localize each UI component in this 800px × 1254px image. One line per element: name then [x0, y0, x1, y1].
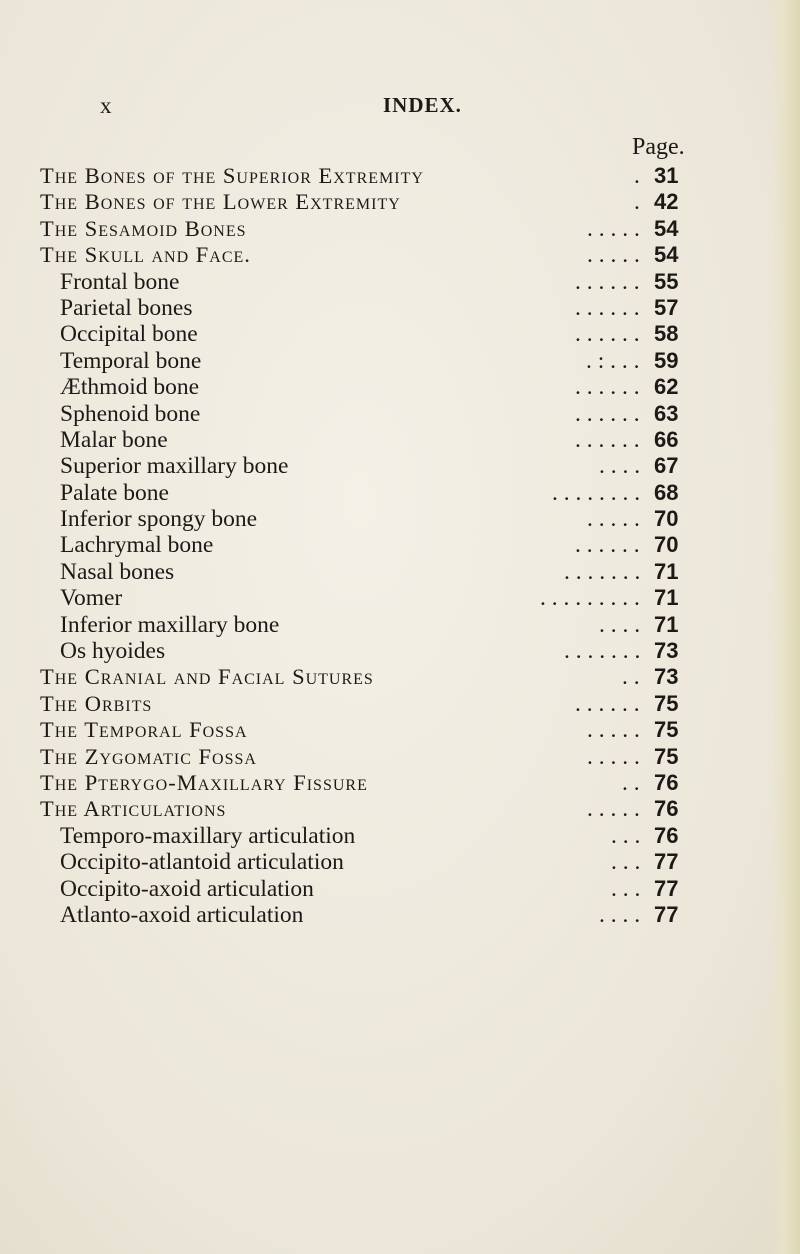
- dot-leader: . : . . .: [586, 347, 640, 374]
- index-entry-page-number: 59: [654, 347, 679, 373]
- dot-leader: . . . .: [599, 453, 641, 480]
- dot-leader: . . . . .: [587, 242, 640, 269]
- dot-leader: . . .: [611, 875, 641, 902]
- dot-leader: . . . . .: [587, 506, 640, 533]
- dot-leader: . . . . . .: [575, 321, 640, 348]
- index-entry: [0, 216, 800, 242]
- index-entry-label: Palate bone: [60, 479, 169, 506]
- page-folio: x: [100, 93, 113, 118]
- index-entry-label: Vomer: [60, 585, 123, 612]
- index-entry: [0, 269, 800, 295]
- index-entry-label: Frontal bone: [60, 268, 180, 295]
- index-entry: [0, 321, 800, 347]
- index-entry-page-number: 62: [654, 374, 679, 400]
- dot-leader: . . .: [611, 822, 641, 849]
- dot-leader: . . . . . . .: [564, 558, 641, 585]
- index-entry-label: Occipital bone: [60, 321, 198, 348]
- page-column-label: Page.: [632, 134, 685, 160]
- index-entry-page-number: 77: [654, 901, 679, 927]
- index-entry: [0, 506, 800, 532]
- index-entry-label: Occipito-axoid articulation: [60, 875, 314, 902]
- dot-leader: . . . . . . .: [564, 638, 641, 665]
- dot-leader: . . . . . .: [575, 400, 640, 427]
- index-entry-label: The Pterygo-Maxillary Fissure: [40, 769, 368, 795]
- index-entry: [0, 849, 800, 875]
- index-entry-label: The Temporal Fossa: [40, 717, 248, 743]
- index-entry-page-number: 66: [654, 426, 679, 452]
- index-entry-label: Inferior maxillary bone: [60, 611, 280, 638]
- running-head: [0, 93, 800, 123]
- index-entry-label: The Orbits: [40, 690, 153, 716]
- dot-leader: . . . . . . . .: [552, 479, 641, 506]
- index-entry: [0, 744, 800, 770]
- dot-leader: . . . .: [599, 611, 641, 638]
- index-entry-page-number: 75: [654, 690, 679, 716]
- index-entry-page-number: 76: [654, 822, 679, 848]
- index-entry: [0, 295, 800, 321]
- index-entry-label: The Skull and Face.: [40, 242, 251, 268]
- index-entry-label: Os hyoides: [60, 638, 166, 665]
- index-entry-label: Temporo-maxillary articulation: [60, 822, 356, 849]
- index-entry: [0, 638, 800, 664]
- index-entry-page-number: 73: [654, 638, 679, 664]
- index-entry-page-number: 58: [654, 321, 679, 347]
- index-entry: [0, 585, 800, 611]
- index-entry-page-number: 71: [654, 611, 679, 637]
- index-entry: [0, 480, 800, 506]
- index-entry-label: Occipito-atlantoid articulation: [60, 849, 344, 876]
- index-entry-label: The Cranial and Facial Sutures: [40, 664, 374, 690]
- index-entry-page-number: 76: [654, 769, 679, 795]
- index-entry-list: [0, 163, 800, 928]
- index-entry: [0, 163, 800, 189]
- index-entry: [0, 717, 800, 743]
- index-entry-page-number: 31: [654, 163, 679, 188]
- dot-leader: . . . .: [599, 901, 641, 928]
- dot-leader: . . . . .: [587, 743, 640, 770]
- index-entry-page-number: 70: [654, 532, 679, 558]
- index-entry-label: Æthmoid bone: [60, 374, 200, 401]
- index-entry-page-number: 57: [654, 294, 679, 320]
- dot-leader: . . . . . .: [575, 532, 640, 559]
- dot-leader: . . . . .: [587, 717, 640, 744]
- index-entry-page-number: 76: [654, 796, 679, 822]
- index-entry-label: Parietal bones: [60, 294, 193, 321]
- index-entry-page-number: 63: [654, 400, 679, 426]
- index-entry: [0, 823, 800, 849]
- dot-leader: . . . . .: [587, 796, 640, 823]
- dot-leader: . . . . .: [587, 215, 640, 242]
- index-entry: [0, 374, 800, 400]
- index-entry-label: The Bones of the Lower Extremity: [40, 189, 401, 215]
- index-entry-page-number: 54: [654, 215, 679, 241]
- index-entry-page-number: 71: [654, 585, 679, 611]
- index-entry: [0, 664, 800, 690]
- dot-leader: . . . . . .: [575, 268, 640, 295]
- dot-leader: .: [634, 163, 640, 189]
- running-head-title: INDEX.: [383, 93, 462, 117]
- index-entry-page-number: 77: [654, 875, 679, 901]
- dot-leader: . . . . . .: [575, 294, 640, 321]
- index-entry-page-number: 70: [654, 506, 679, 532]
- index-entry-label: Atlanto-axoid articulation: [60, 901, 304, 928]
- index-entry: [0, 427, 800, 453]
- index-entry: [0, 796, 800, 822]
- index-entry: [0, 612, 800, 638]
- dot-leader: . .: [622, 664, 640, 691]
- index-entry-label: Inferior spongy bone: [60, 506, 258, 533]
- index-entry: [0, 401, 800, 427]
- index-entry-page-number: 77: [654, 849, 679, 875]
- index-entry-label: The Zygomatic Fossa: [40, 743, 257, 769]
- index-entry-page-number: 73: [654, 664, 679, 690]
- index-entry-label: Nasal bones: [60, 558, 175, 585]
- index-entry-label: Lachrymal bone: [60, 532, 214, 559]
- index-entry-label: Malar bone: [60, 426, 168, 453]
- dot-leader: . . . . . .: [575, 426, 640, 453]
- index-entry: [0, 189, 800, 215]
- index-entry-label: Superior maxillary bone: [60, 453, 289, 480]
- index-entry: [0, 902, 800, 928]
- index-entry: [0, 348, 800, 374]
- index-entry-page-number: 55: [654, 268, 679, 294]
- index-entry-page-number: 75: [654, 743, 679, 769]
- index-entry: [0, 453, 800, 479]
- index-entry-page-number: 67: [654, 453, 679, 479]
- index-entry: [0, 532, 800, 558]
- dot-leader: . . .: [611, 849, 641, 876]
- index-entry-page-number: 71: [654, 558, 679, 584]
- index-entry-page-number: 42: [654, 189, 679, 215]
- dot-leader: . . . . . .: [575, 374, 640, 401]
- index-entry: [0, 691, 800, 717]
- index-entry-page-number: 54: [654, 242, 679, 268]
- index-entry-label: The Bones of the Superior Extremity: [40, 163, 424, 188]
- dot-leader: . . . . . .: [575, 690, 640, 717]
- index-entry-label: The Sesamoid Bones: [40, 215, 247, 241]
- index-entry-label: The Articulations: [40, 796, 227, 822]
- dot-leader: .: [634, 189, 640, 216]
- dot-leader: . .: [622, 769, 640, 796]
- index-entry: [0, 242, 800, 268]
- dot-leader: . . . . . . . . .: [540, 585, 640, 612]
- index-entry-label: Temporal bone: [60, 347, 202, 374]
- index-entry: [0, 876, 800, 902]
- index-entry: [0, 559, 800, 585]
- index-entry-page-number: 75: [654, 717, 679, 743]
- index-entry: [0, 770, 800, 796]
- index-entry-label: Sphenoid bone: [60, 400, 201, 427]
- index-entry-page-number: 68: [654, 479, 679, 505]
